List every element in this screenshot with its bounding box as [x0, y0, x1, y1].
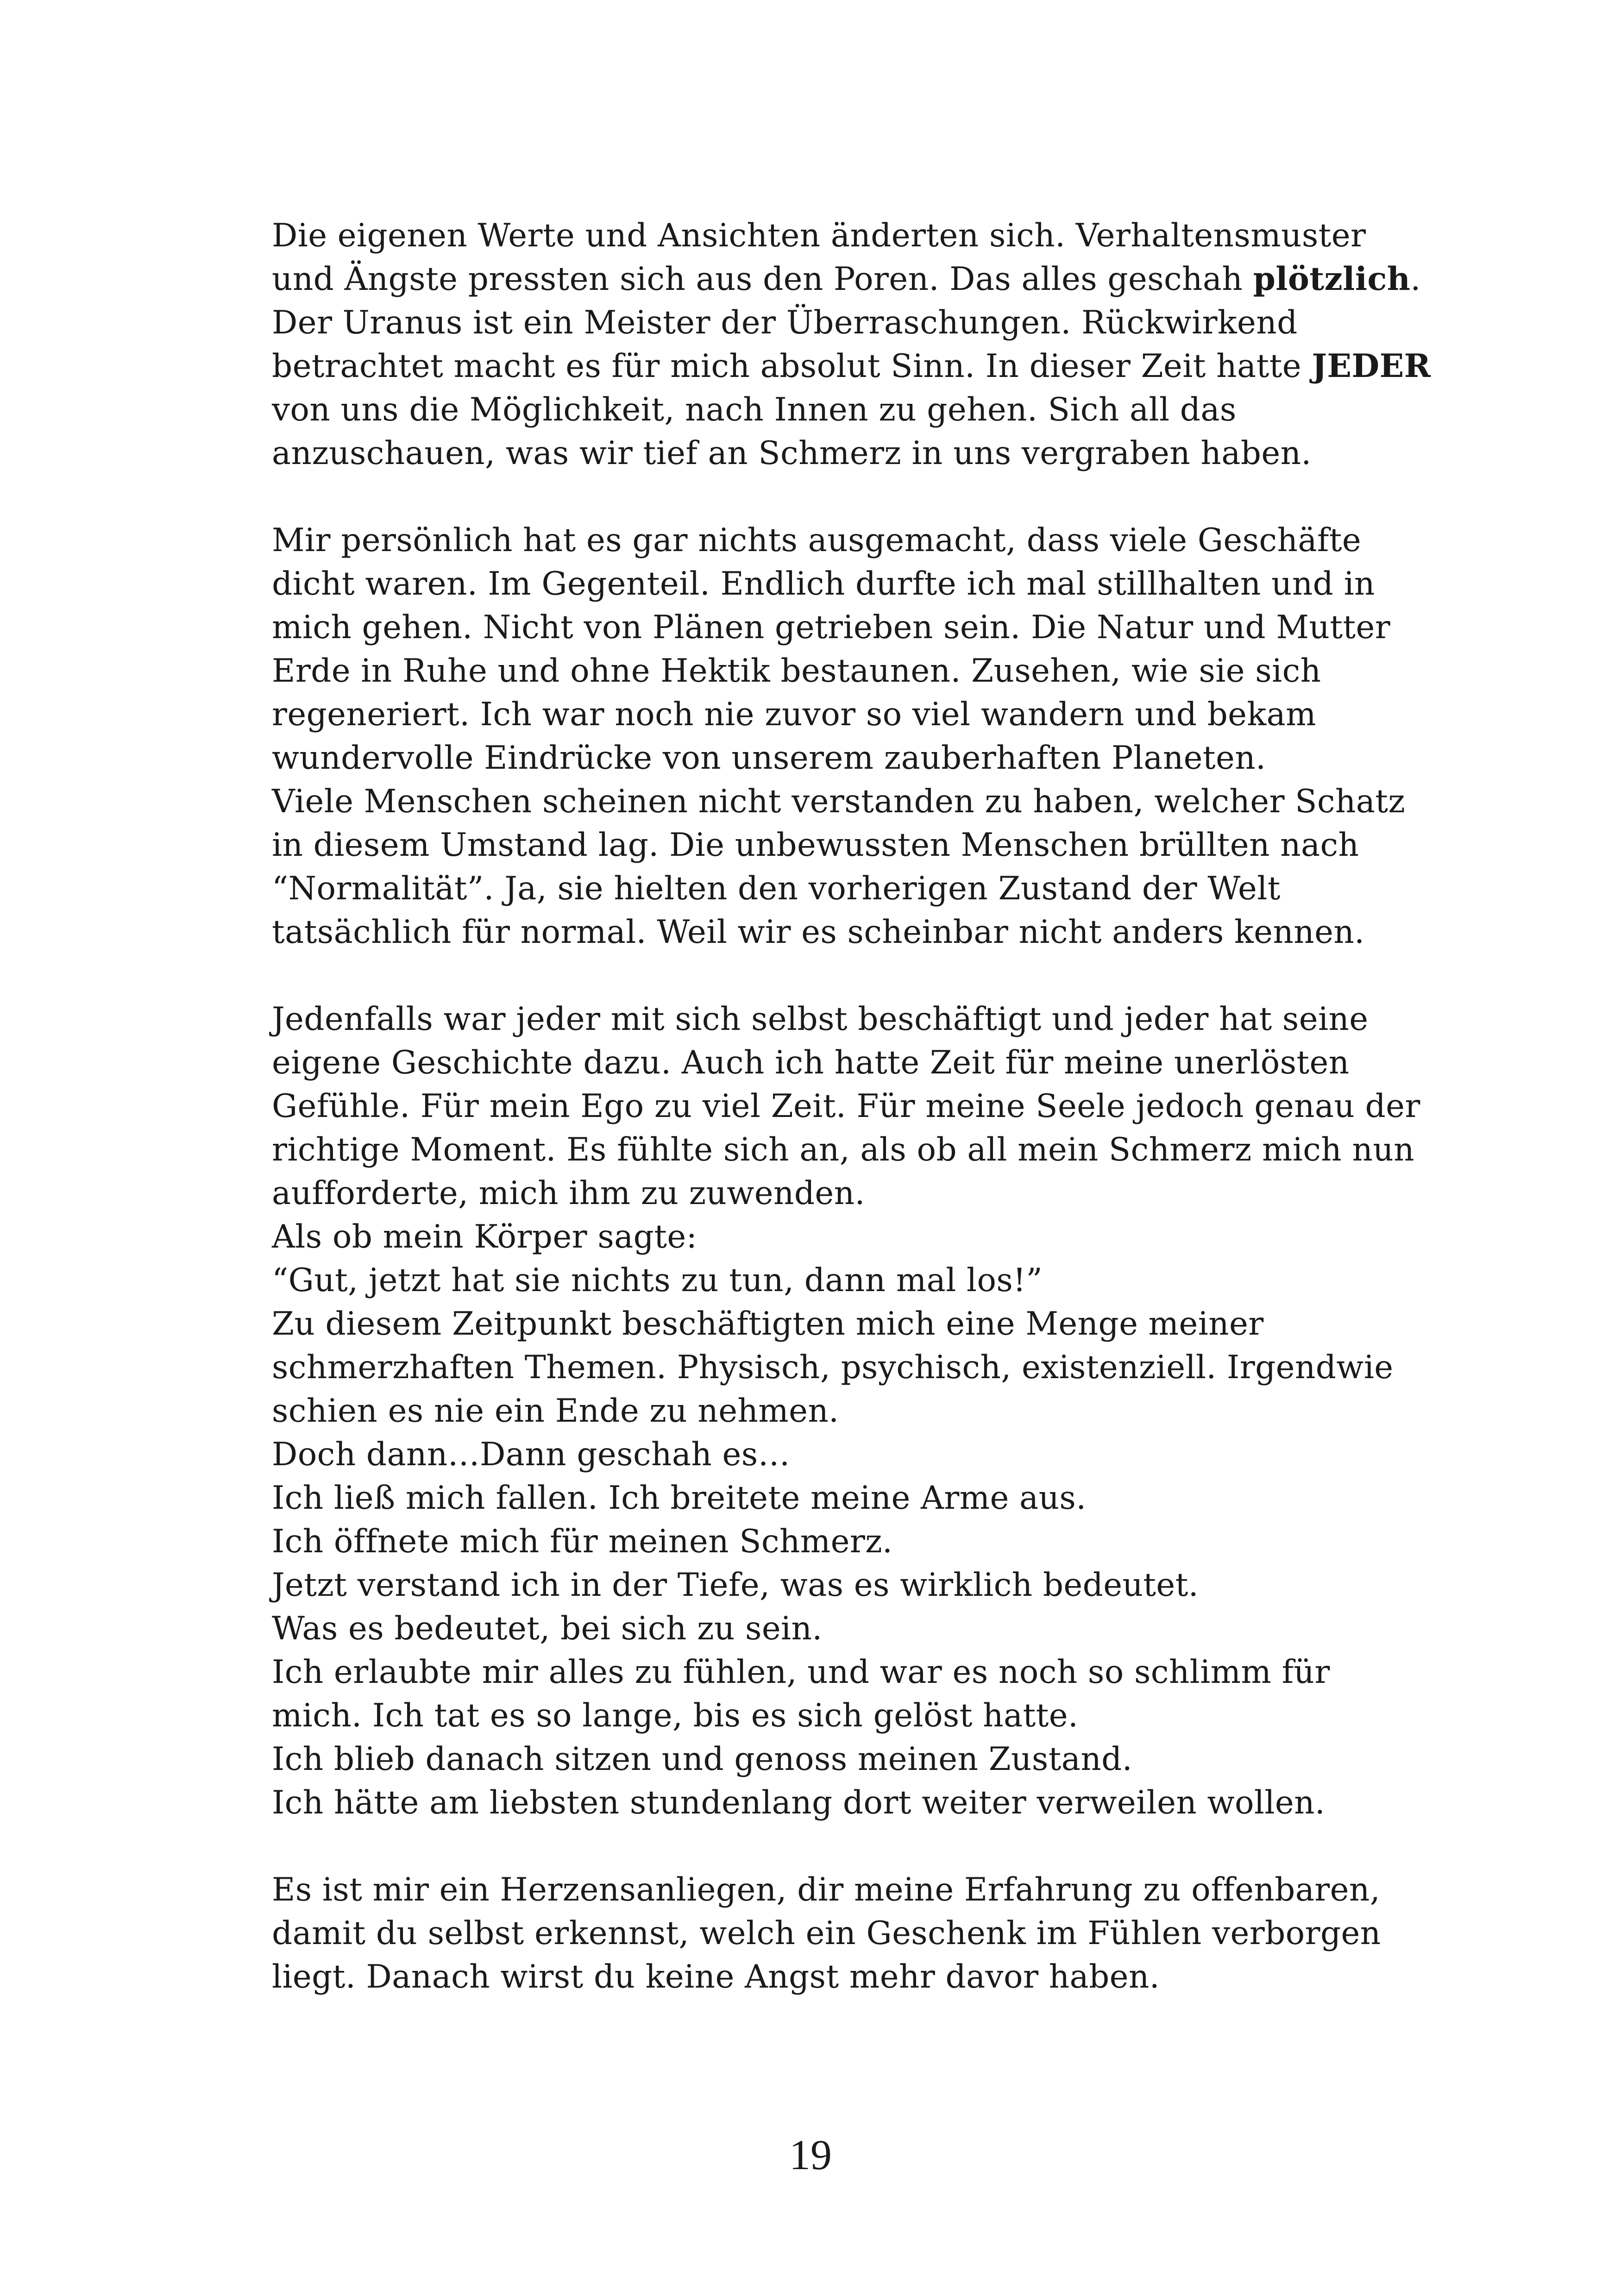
text-run: schien es nie ein Ende zu nehmen. [272, 1393, 839, 1430]
text-line [272, 1563, 1411, 1607]
text-run: Jedenfalls war jeder mit sich selbst beschäftigt und jeder hat seine [272, 1001, 1369, 1038]
text-run: Doch dann…Dann geschah es… [272, 1436, 790, 1473]
text-run: Die eigenen Werte und Ansichten änderten sich. Verhaltensmuster [272, 217, 1366, 254]
text-line [272, 1389, 1411, 1433]
text-line [272, 1346, 1411, 1389]
text-line [272, 432, 1411, 475]
body-text [272, 214, 1431, 1999]
paragraph-gap [272, 954, 1411, 997]
text-run: . [1410, 261, 1421, 298]
text-line [272, 997, 1411, 1041]
text-run: anzuschauen, was wir tief an Schmerz in uns vergraben haben. [272, 435, 1312, 472]
text-line [272, 910, 1411, 954]
text-run: damit du selbst erkennst, welch ein Geschenk im Fühlen verborgen [272, 1915, 1381, 1952]
text-run: in diesem Umstand lag. Die unbewussten Menschen brüllten nach [272, 827, 1359, 864]
text-line [272, 823, 1411, 867]
text-line [272, 606, 1411, 649]
text-line [272, 867, 1411, 910]
text-line [272, 257, 1421, 301]
text-line [272, 562, 1411, 606]
text-line [272, 1912, 1411, 1955]
paragraph [272, 214, 1431, 475]
text-run: von uns die Möglichkeit, nach Innen zu gehen. Sich all das [272, 391, 1237, 428]
text-line [272, 1868, 1411, 1912]
text-line [272, 1694, 1411, 1738]
text-line [272, 1738, 1411, 1781]
text-line [272, 388, 1411, 432]
text-line [272, 736, 1411, 780]
text-run: dicht waren. Im Gegenteil. Endlich durfte ich mal stillhalten und in [272, 565, 1375, 602]
text-run: mich gehen. Nicht von Plänen getrieben sein. Die Natur und Mutter [272, 609, 1391, 646]
text-run: Erde in Ruhe und ohne Hektik bestaunen. Zusehen, wie sie sich [272, 652, 1321, 690]
text-run: Jetzt verstand ich in der Tiefe, was es wirklich bedeutet. [272, 1567, 1199, 1604]
text-line [272, 1302, 1411, 1346]
text-run: Ich hätte am liebsten stundenlang dort weiter verweilen wollen. [272, 1784, 1326, 1821]
text-run: wundervolle Eindrücke von unserem zauberhaften Planeten. [272, 740, 1266, 777]
text-line [272, 519, 1411, 562]
text-run: Ich ließ mich fallen. Ich breitete meine Arme aus. [272, 1480, 1087, 1517]
text-run: und Ängste pressten sich aus den Poren. Das alles geschah [272, 261, 1253, 298]
text-line [272, 301, 1411, 345]
text-run: schmerzhaften Themen. Physisch, psychisch, existenziell. Irgendwie [272, 1349, 1394, 1386]
paragraph [272, 519, 1411, 954]
text-line [272, 1650, 1411, 1694]
text-run: “Gut, jetzt hat sie nichts zu tun, dann mal los!” [272, 1262, 1043, 1299]
text-line [272, 1433, 1411, 1476]
text-line [272, 1172, 1411, 1215]
text-run: Ich blieb danach sitzen und genoss meinen Zustand. [272, 1741, 1133, 1778]
text-run: aufforderte, mich ihm zu zuwenden. [272, 1175, 865, 1212]
paragraph [272, 997, 1420, 1825]
text-line [272, 1607, 1411, 1650]
text-run: Der Uranus ist ein Meister der Überraschungen. Rückwirkend [272, 304, 1298, 341]
text-run: Gefühle. Für mein Ego zu viel Zeit. Für meine Seele jedoch genau der [272, 1088, 1420, 1125]
text-run: richtige Moment. Es fühlte sich an, als ob all mein Schmerz mich nun [272, 1131, 1414, 1168]
text-run: mich. Ich tat es so lange, bis es sich gelöst hatte. [272, 1697, 1079, 1734]
text-line [272, 1476, 1411, 1520]
text-line [272, 1128, 1414, 1172]
text-line [272, 1215, 1411, 1259]
paragraph [272, 1868, 1411, 1999]
text-run: Ich erlaubte mir alles zu fühlen, und war es noch so schlimm für [272, 1654, 1330, 1691]
text-run: betrachtet macht es für mich absolut Sinn. In dieser Zeit hatte [272, 348, 1312, 385]
text-run: Was es bedeutet, bei sich zu sein. [272, 1610, 823, 1647]
text-line [272, 649, 1411, 693]
paragraph-gap [272, 1825, 1411, 1868]
bold-emphasis: JEDER [1312, 347, 1431, 385]
text-run: “Normalität”. Ja, sie hielten den vorherigen Zustand der Welt [272, 870, 1281, 907]
text-line [272, 1955, 1411, 1999]
text-line [272, 693, 1411, 736]
text-line [272, 1520, 1411, 1563]
text-run: Mir persönlich hat es gar nichts ausgemacht, dass viele Geschäfte [272, 522, 1362, 559]
text-run: Es ist mir ein Herzensanliegen, dir meine Erfahrung zu offenbaren, [272, 1871, 1381, 1908]
text-run: liegt. Danach wirst du keine Angst mehr davor haben. [272, 1958, 1160, 1995]
paragraph-gap [272, 475, 1411, 519]
text-line [272, 214, 1411, 257]
text-line [272, 1781, 1411, 1825]
text-line [272, 780, 1411, 823]
bold-emphasis: plötzlich [1253, 260, 1411, 298]
text-line [272, 1085, 1420, 1128]
page-number: 19 [789, 2131, 832, 2178]
text-line [272, 345, 1431, 388]
text-run: tatsächlich für normal. Weil wir es scheinbar nicht anders kennen. [272, 914, 1365, 951]
text-line [272, 1259, 1411, 1302]
text-run: Zu diesem Zeitpunkt beschäftigten mich eine Menge meiner [272, 1305, 1264, 1342]
text-run: Ich öffnete mich für meinen Schmerz. [272, 1523, 893, 1560]
text-line [272, 1041, 1411, 1085]
text-run: Als ob mein Körper sagte: [272, 1218, 697, 1255]
text-run: regeneriert. Ich war noch nie zuvor so viel wandern und bekam [272, 696, 1316, 733]
text-run: eigene Geschichte dazu. Auch ich hatte Zeit für meine unerlösten [272, 1044, 1350, 1081]
text-run: Viele Menschen scheinen nicht verstanden zu haben, welcher Schatz [272, 783, 1406, 820]
